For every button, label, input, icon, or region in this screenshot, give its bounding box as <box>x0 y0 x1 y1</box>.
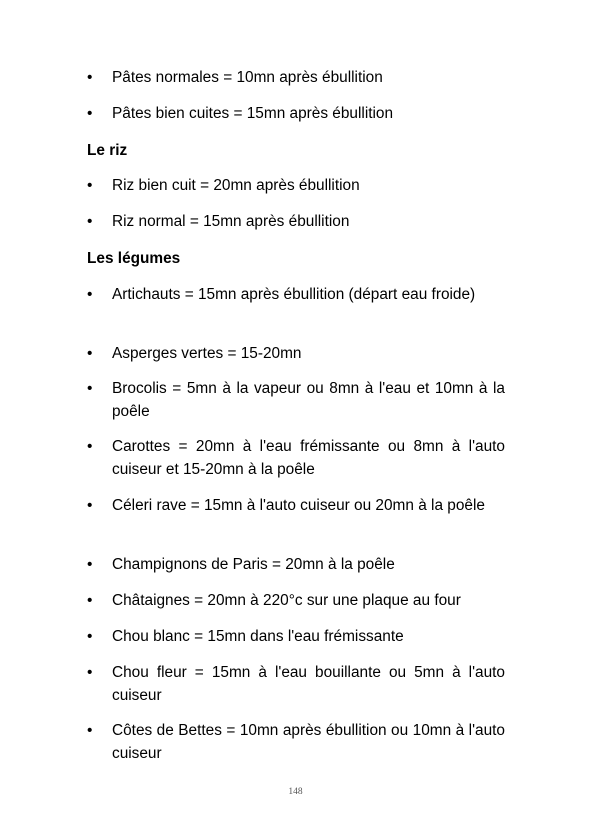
list-item <box>87 719 505 765</box>
list-item-text: Artichauts = 15mn après ébullition (départ eau froide) <box>112 286 476 303</box>
list-item-text: Chou blanc = 15mn dans l'eau frémissante <box>112 628 404 645</box>
list-item-text: Riz normal = 15mn après ébullition <box>112 213 350 230</box>
list-item-text: Brocolis = 5mn à la vapeur ou 8mn à l'eau et 10mn à la poêle <box>112 380 505 420</box>
bullet: • <box>87 213 93 230</box>
bullet: • <box>87 438 93 455</box>
list-item-text: Châtaignes = 20mn à 220°c sur une plaque au four <box>112 592 461 609</box>
list-item <box>87 66 505 89</box>
section-heading-legumes: Les légumes <box>87 250 181 267</box>
list-item <box>87 102 505 125</box>
list-item-text: Pâtes normales = 10mn après ébullition <box>112 69 383 86</box>
list-item <box>87 435 505 481</box>
list-item-text: Champignons de Paris = 20mn à la poêle <box>112 556 395 573</box>
bullet: • <box>87 345 93 362</box>
bullet: • <box>87 380 93 397</box>
list-item-text: Céleri rave = 15mn à l'auto cuiseur ou 20mn à la poêle <box>112 497 485 514</box>
bullet: • <box>87 286 93 303</box>
list-item <box>87 174 505 197</box>
bullet: • <box>87 69 93 86</box>
bullet: • <box>87 497 93 514</box>
section-heading-riz: Le riz <box>87 142 128 159</box>
bullet: • <box>87 177 93 194</box>
bullet: • <box>87 722 93 739</box>
bullet: • <box>87 556 93 573</box>
list-item <box>87 210 505 233</box>
list-item <box>87 625 505 648</box>
list-item <box>87 589 505 612</box>
bullet: • <box>87 105 93 122</box>
bullet: • <box>87 592 93 609</box>
list-item-text: Chou fleur = 15mn à l'eau bouillante ou 5mn à l'auto cuiseur <box>112 664 505 704</box>
bullet: • <box>87 664 93 681</box>
list-item-text: Côtes de Bettes = 10mn après ébullition ou 10mn à l'auto cuiseur <box>112 722 505 762</box>
list-item-text: Pâtes bien cuites = 15mn après ébullition <box>112 105 394 122</box>
list-item <box>87 661 505 707</box>
list-item <box>87 494 505 517</box>
list-item-text: Asperges vertes = 15-20mn <box>112 345 302 362</box>
bullet: • <box>87 628 93 645</box>
list-item <box>87 377 505 423</box>
list-item <box>87 283 505 306</box>
list-item <box>87 342 505 365</box>
list-item-text: Riz bien cuit = 20mn après ébullition <box>112 177 360 194</box>
list-item <box>87 553 505 576</box>
page-number: 148 <box>288 787 303 797</box>
list-item-text: Carottes = 20mn à l'eau frémissante ou 8mn à l'auto cuiseur et 15-20mn à la poêle <box>112 438 505 478</box>
